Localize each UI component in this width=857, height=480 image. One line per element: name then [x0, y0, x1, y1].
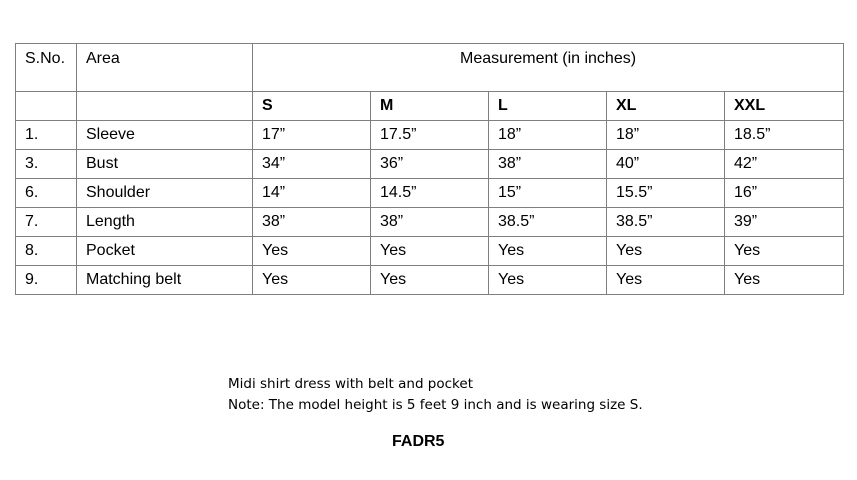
row-value-m: 14.5” — [371, 179, 489, 208]
row-number: 8. — [16, 237, 77, 266]
table-row-bust — [16, 150, 844, 179]
row-value-s: Yes — [253, 266, 371, 295]
row-value-s: 17” — [253, 121, 371, 150]
row-number: 7. — [16, 208, 77, 237]
size-l-header: L — [489, 92, 607, 121]
row-number: 9. — [16, 266, 77, 295]
row-value-xl: 18” — [607, 121, 725, 150]
row-number: 3. — [16, 150, 77, 179]
row-area: Shoulder — [77, 179, 253, 208]
table-row-matching-belt — [16, 266, 844, 295]
row-value-m: Yes — [371, 237, 489, 266]
table-row-sleeve — [16, 121, 844, 150]
row-value-xxl: Yes — [725, 266, 844, 295]
area-header: Area — [77, 44, 253, 92]
empty-cell — [77, 92, 253, 121]
row-value-s: Yes — [253, 237, 371, 266]
model-note: Note: The model height is 5 feet 9 inch and is wearing size S. — [228, 397, 643, 413]
product-notes — [228, 374, 643, 416]
row-value-xl: 40” — [607, 150, 725, 179]
row-value-s: 34” — [253, 150, 371, 179]
sno-header: S.No. — [16, 44, 77, 92]
row-number: 6. — [16, 179, 77, 208]
row-value-l: 38” — [489, 150, 607, 179]
row-value-xl: Yes — [607, 237, 725, 266]
product-code: FADR5 — [392, 433, 445, 450]
row-value-s: 38” — [253, 208, 371, 237]
row-value-s: 14” — [253, 179, 371, 208]
size-chart-table — [15, 43, 844, 295]
empty-cell — [16, 92, 77, 121]
size-m-header: M — [371, 92, 489, 121]
table-row-shoulder — [16, 179, 844, 208]
table-header-row — [16, 44, 844, 92]
row-value-xxl: 16” — [725, 179, 844, 208]
row-value-l: Yes — [489, 237, 607, 266]
row-value-l: 18” — [489, 121, 607, 150]
row-area: Bust — [77, 150, 253, 179]
row-value-l: 15” — [489, 179, 607, 208]
size-s-header: S — [253, 92, 371, 121]
row-value-m: 36” — [371, 150, 489, 179]
size-header-row — [16, 92, 844, 121]
row-number: 1. — [16, 121, 77, 150]
size-xxl-header: XXL — [725, 92, 844, 121]
row-value-xxl: 18.5” — [725, 121, 844, 150]
row-value-l: Yes — [489, 266, 607, 295]
row-value-xl: Yes — [607, 266, 725, 295]
row-area: Length — [77, 208, 253, 237]
row-area: Pocket — [77, 237, 253, 266]
row-value-xxl: 42” — [725, 150, 844, 179]
product-description: Midi shirt dress with belt and pocket — [228, 376, 473, 392]
row-value-xl: 15.5” — [607, 179, 725, 208]
row-area: Matching belt — [77, 266, 253, 295]
row-value-m: Yes — [371, 266, 489, 295]
table-row-length — [16, 208, 844, 237]
table-row-pocket — [16, 237, 844, 266]
row-value-xxl: 39” — [725, 208, 844, 237]
row-value-l: 38.5” — [489, 208, 607, 237]
size-xl-header: XL — [607, 92, 725, 121]
measurement-header: Measurement (in inches) — [253, 44, 844, 92]
row-value-xxl: Yes — [725, 237, 844, 266]
row-value-m: 38” — [371, 208, 489, 237]
row-area: Sleeve — [77, 121, 253, 150]
row-value-xl: 38.5” — [607, 208, 725, 237]
row-value-m: 17.5” — [371, 121, 489, 150]
